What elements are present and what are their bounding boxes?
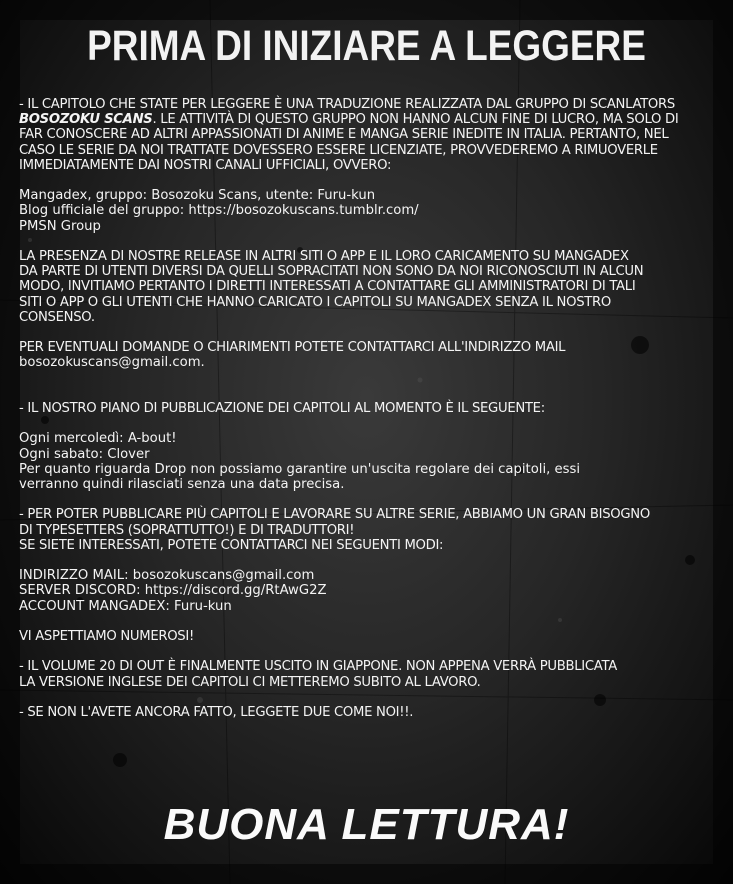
recruit-closing (19, 629, 719, 644)
schedule-drop: verranno quindi rilasciati senza una data precisa. (19, 476, 345, 492)
intro-line: FAR CONOSCERE AD ALTRI APPASSIONATI DI ANIME E MANGA SERIE INEDITE IN ITALIA. PERTANTO, NEL (19, 127, 669, 143)
spacer (19, 386, 719, 401)
intro-line: - IL CAPITOLO CHE STATE PER LEGGERE È UNA TRADUZIONE REALIZZATA DAL GRUPPO DI SCANLATORS (19, 97, 675, 112)
recruit-line: - PER POTER PUBBLICARE PIÙ CAPITOLI E LAVORARE SU ALTRE SERIE, ABBIAMO UN GRAN BISOGNO (19, 507, 650, 523)
schedule-saturday: Ogni sabato: Clover (19, 446, 150, 462)
contact-email: bosozokuscans@gmail.com. (19, 355, 205, 371)
presence-paragraph (19, 249, 719, 325)
due-paragraph (19, 705, 719, 720)
closing-banner: BUONA LETTURA! (163, 800, 570, 849)
channel-pmsn: PMSN Group (19, 218, 101, 234)
due-line: - SE NON L'AVETE ANCORA FATTO, LEGGETE DUE COME NOI!!. (19, 704, 414, 720)
recruit-account: ACCOUNT MANGADEX: Furu-kun (19, 598, 232, 614)
presence-line: CONSENSO. (19, 309, 95, 325)
channels-list (19, 188, 719, 234)
recruit-line: SE SIETE INTERESSATI, POTETE CONTATTARCI NEI SEGUENTI MODI: (19, 537, 444, 553)
presence-line: DA PARTE DI UTENTI DIVERSI DA QUELLI SOPRACITATI NON SONO DA NOI RICONOSCIUTI IN ALCUN (19, 264, 644, 280)
group-name: BOSOZOKU SCANS (19, 112, 153, 128)
schedule-drop: Per quanto riguarda Drop non possiamo garantire un'uscita regolare dei capitoli, essi (19, 461, 581, 477)
volume-paragraph (19, 659, 719, 689)
presence-line: LA PRESENZA DI NOSTRE RELEASE IN ALTRI SITI O APP E IL LORO CARICAMENTO SU MANGADEX (19, 249, 629, 264)
intro-line: CASO LE SERIE DA NOI TRATTATE DOVESSERO ESSERE LICENZIATE, PROVVEDEREMO A RIMUOVERLE (19, 142, 658, 158)
intro-line: BOSOZOKU SCANS. LE ATTIVITÀ DI QUESTO GRUPPO NON HANNO ALCUN FINE DI LUCRO, MA SOLO DI (19, 112, 679, 128)
page-title: PRIMA DI INIZIARE A LEGGERE (87, 22, 646, 70)
channel-mangadex: Mangadex, gruppo: Bosozoku Scans, utente: Furu-kun (19, 188, 376, 204)
notice-body (19, 97, 719, 735)
schedule-wednesday: Ogni mercoledì: A-bout! (19, 431, 177, 447)
contact-line: PER EVENTUALI DOMANDE O CHIARIMENTI POTETE CONTATTARCI ALL'INDIRIZZO MAIL (19, 340, 566, 356)
schedule-heading-block (19, 401, 719, 416)
volume-line: LA VERSIONE INGLESE DEI CAPITOLI CI METTEREMO SUBITO AL LAVORO. (19, 674, 481, 690)
recruit-contacts (19, 568, 719, 614)
channel-blog: Blog ufficiale del gruppo: https://bosozokuscans.tumblr.com/ (19, 203, 419, 219)
schedule-list (19, 431, 719, 492)
volume-line: - IL VOLUME 20 DI OUT È FINALMENTE USCITO IN GIAPPONE. NON APPENA VERRÀ PUBBLICATA (19, 659, 617, 675)
presence-line: MODO, INVITIAMO PERTANTO I DIRETTI INTERESSATI A CONTATTARE GLI AMMINISTRATORI DI TALI (19, 279, 636, 295)
contact-paragraph (19, 340, 719, 370)
recruit-mail: INDIRIZZO MAIL: bosozokuscans@gmail.com (19, 568, 315, 584)
recruit-wait: VI ASPETTIAMO NUMEROSI! (19, 628, 194, 644)
intro-line: IMMEDIATAMENTE DAI NOSTRI CANALI UFFICIALI, OVVERO: (19, 157, 392, 173)
recruit-paragraph (19, 507, 719, 553)
recruit-discord: SERVER DISCORD: https://discord.gg/RtAwG2Z (19, 583, 327, 599)
schedule-heading: - IL NOSTRO PIANO DI PUBBLICAZIONE DEI CAPITOLI AL MOMENTO È IL SEGUENTE: (19, 400, 545, 416)
intro-paragraph (19, 97, 719, 173)
presence-line: SITI O APP O GLI UTENTI CHE HANNO CARICATO I CAPITOLI SU MANGADEX SENZA IL NOSTRO (19, 294, 611, 310)
recruit-line: DI TYPESETTERS (SOPRATTUTTO!) E DI TRADUTTORI! (19, 522, 355, 538)
